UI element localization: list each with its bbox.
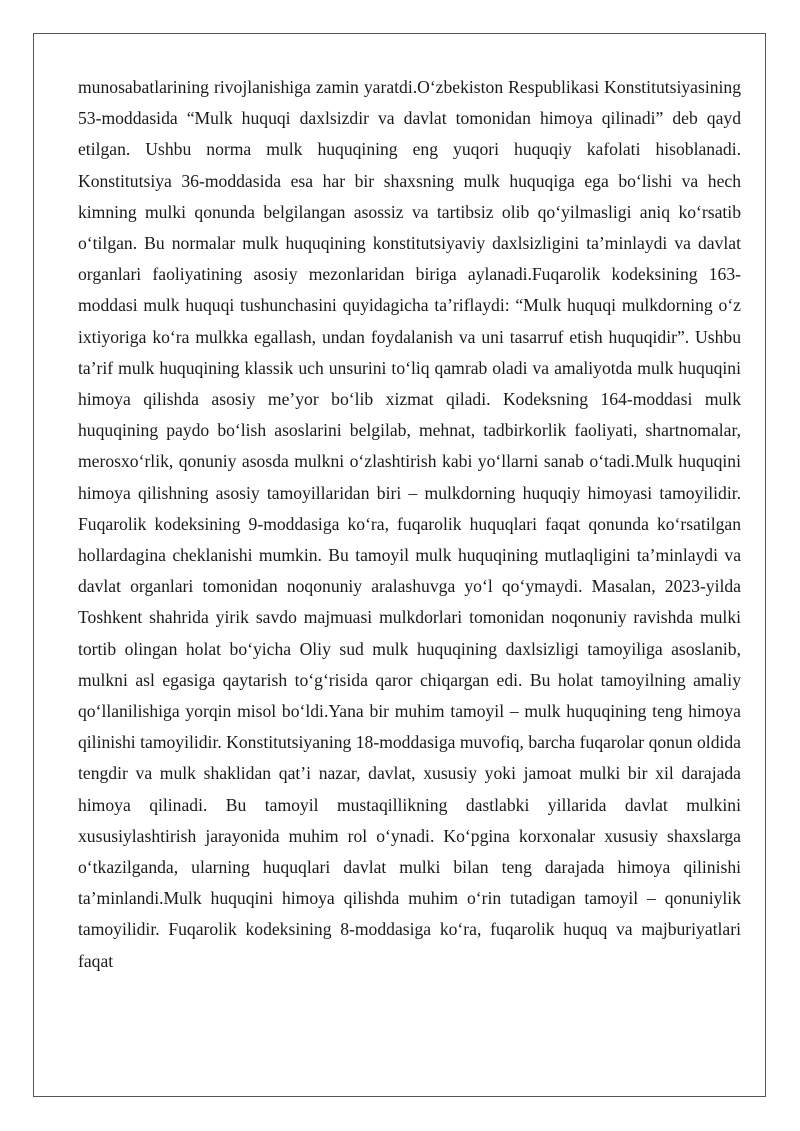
body-paragraph: munosabatlarining rivojlanishiga zamin yaratdi.O‘zbekiston Respublikasi Konstitutsiyasining 53-moddasida “Mulk huquqi daxlsizdir va davlat tomonidan himoya qilinadi” deb qayd etilgan. Ushbu norma mulk huquqining eng yuqori huquqiy kafolati hisoblanadi. Konstitutsiya 36-moddasida esa har bir shaxsning mulk huquqiga ega bo‘lishi va hech kimning mulki qonunda belgilangan asossiz va tartibsiz olib qo‘yilmasligi aniq ko‘rsatib o‘tilgan. Bu normalar mulk huquqining konstitutsiyaviy daxlsizligini ta’minlaydi va davlat organlari faoliyatining asosiy mezonlaridan biriga aylanadi.Fuqarolik kodeksining 163-moddasi mulk huquqi tushunchasini quyidagicha ta’riflaydi: “Mulk huquqi mulkdorning o‘z ixtiyoriga ko‘ra mulkka egallash, undan foydalanish va uni tasarruf etish huquqidir”. Ushbu ta’rif mulk huquqining klassik uch unsurini to‘liq qamrab oladi va amaliyotda mulk huquqini himoya qilishda asosiy me’yor bo‘lib xizmat qiladi. Kodeksning 164-moddasi mulk huquqining paydo bo‘lish asoslarini belgilab, mehnat, tadbirkorlik faoliyati, shartnomalar, merosxo‘rlik, qonuniy asosda mulkni o‘zlashtirish kabi yo‘llarni sanab o‘tadi.Mulk huquqini himoya qilishning asosiy tamoyillaridan biri – mulkdorning huquqiy himoyasi tamoyilidir. Fuqarolik kodeksining 9-moddasiga ko‘ra, fuqarolik huquqlari faqat qonunda ko‘rsatilgan hollardagina cheklanishi mumkin. Bu tamoyil mulk huquqining mutlaqligini ta’minlaydi va davlat organlari tomonidan noqonuniy aralashuvga yo‘l qo‘ymaydi. Masalan, 2023-yilda Toshkent shahrida yirik savdo majmuasi mulkdorlari tomonidan noqonuniy ravishda mulki tortib olingan holat bo‘yicha Oliy sud mulk huquqining daxlsizligi tamoyiliga asoslanib, mulkni asl egasiga qaytarish to‘g‘risida qaror chiqargan edi. Bu holat tamoyilning amaliy qo‘llanilishiga yorqin misol bo‘ldi.Yana bir muhim tamoyil – mulk huquqining teng himoya qilinishi tamoyilidir. Konstitutsiyaning 18-moddasiga muvofiq, barcha fuqarolar qonun oldida tengdir va mulk shaklidan qat’i nazar, davlat, xususiy yoki jamoat mulki bir xil darajada himoya qilinadi. Bu tamoyil mustaqillikning dastlabki yillarida davlat mulkini xususiylashtirish jarayonida muhim rol o‘ynadi. Ko‘pgina korxonalar xususiy shaxslarga o‘tkazilganda, ularning huquqlari davlat mulki bilan teng darajada himoya qilinishi ta’minlandi.Mulk huquqini himoya qilishda muhim o‘rin tutadigan tamoyil – qonuniylik tamoyilidir. Fuqarolik kodeksining 8-moddasiga ko‘ra, fuqarolik huquq va majburiyatlari faqat xyxy=(78,77,741,971)
